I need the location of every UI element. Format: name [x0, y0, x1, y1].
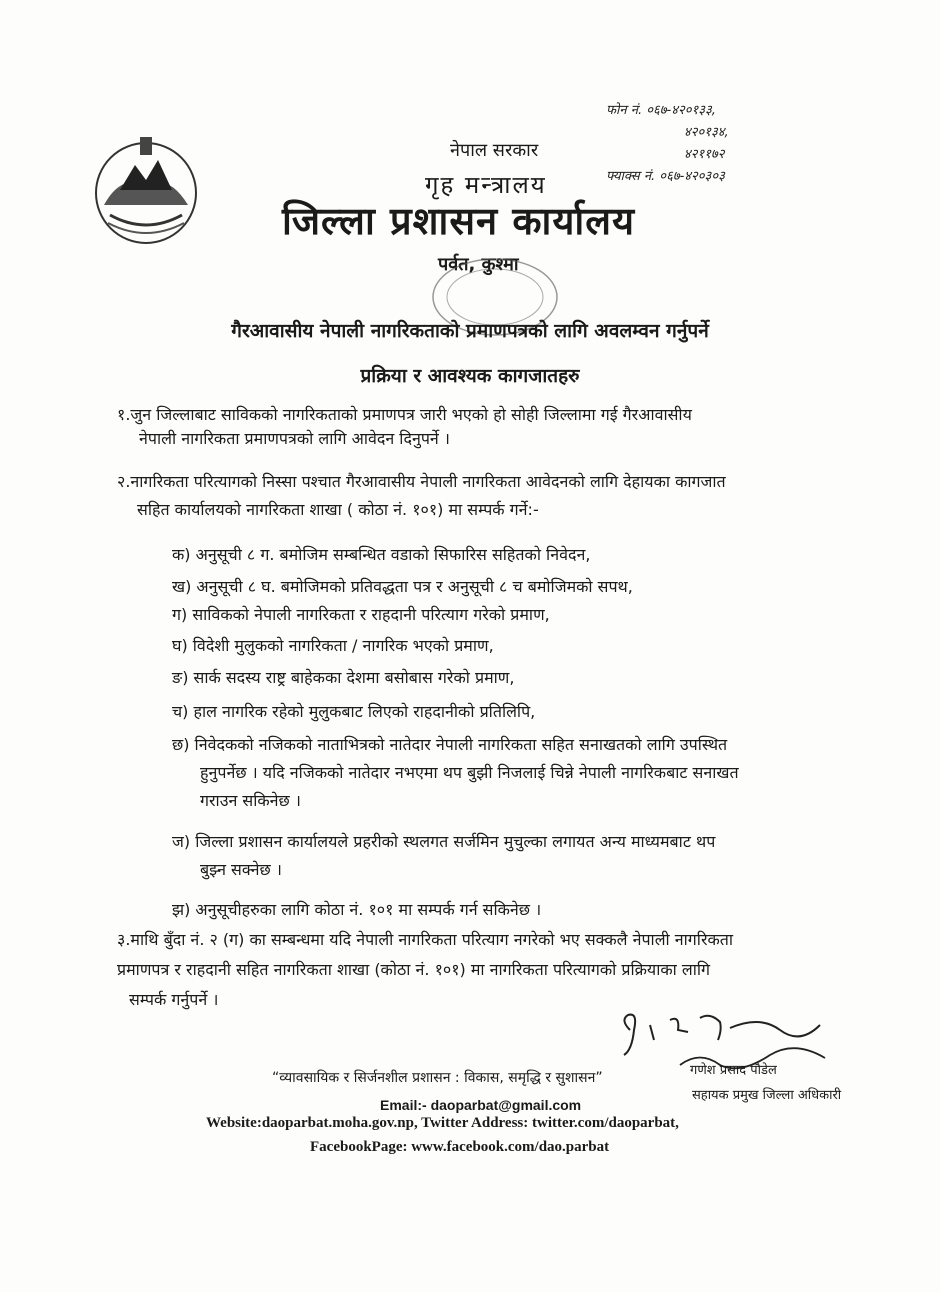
- list-item: ख) अनुसूची ८ घ. बमोजिमको प्रतिवद्धता पत्र र अनुसूची ८ च बमोजिमको सपथ,: [172, 577, 633, 596]
- paragraph-line: सम्पर्क गर्नुपर्ने ।: [129, 990, 219, 1009]
- list-item: झ) अनुसूचीहरुका लागि कोठा नं. १०१ मा सम्पर्क गर्न सकिनेछ ।: [172, 900, 542, 919]
- list-item: [172, 830, 715, 882]
- document-subtitle: प्रक्रिया र आवश्यक कागजातहरु: [360, 365, 580, 387]
- paragraph-line: नेपाली नागरिकता प्रमाणपत्रको लागि आवेदन दिनुपर्ने ।: [139, 429, 450, 448]
- document-title: गैरआवासीय नेपाली नागरिकताको प्रमाणपत्रको लागि अवलम्वन गर्नुपर्ने: [231, 320, 709, 342]
- footer-email[interactable]: Email:- daoparbat@gmail.com: [380, 1097, 582, 1113]
- list-item-line: ज) जिल्ला प्रशासन कार्यालयले प्रहरीको स्थलगत सर्जमिन मुचुल्का लगायत अन्य माध्यमबाट थप: [172, 832, 716, 851]
- paragraph-line: ३.माथि बुँदा नं. २ (ग) का सम्बन्धमा यदि नेपाली नागरिकता परित्याग नगरेको भए सक्कलै नेपाली नागरिकता: [117, 930, 734, 949]
- government-label: नेपाल सरकार: [450, 140, 539, 161]
- list-item: ङ) सार्क सदस्य राष्ट्र बाहेकका देशमा बसोबास गरेको प्रमाण,: [172, 668, 515, 687]
- paragraph-line: सहित कार्यालयको नागरिकता शाखा ( कोठा नं. १०१) मा सम्पर्क गर्ने:-: [137, 500, 539, 519]
- list-item-line: हुनुपर्नेछ । यदि नजिकको नातेदार नभएमा थप बुझी निजलाई चिन्ने नेपाली नागरिकबाट सनाखत: [200, 763, 739, 782]
- list-item: क) अनुसूची ८ ग. बमोजिम सम्बन्धित वडाको सिफारिस सहितको निवेदन,: [172, 545, 591, 564]
- signatory-title: सहायक प्रमुख जिल्ला अधिकारी: [692, 1088, 842, 1103]
- list-item-line: छ) निवेदकको नजिकको नाताभित्रको नातेदार नेपाली नागरिकता सहित सनाखतको लागि उपस्थित: [172, 735, 728, 754]
- paragraph-2: [117, 470, 726, 522]
- list-item: घ) विदेशी मुलुकको नागरिकता / नागरिक भएको प्रमाण,: [172, 636, 494, 655]
- list-item: ग) साविकको नेपाली नागरिकता र राहदानी परित्याग गरेको प्रमाण,: [172, 605, 550, 624]
- footer-slogan: “व्यावसायिक र सिर्जनशील प्रशासन : विकास, समृद्धि र सुशासन”: [272, 1070, 603, 1086]
- paragraph-3: [117, 928, 733, 1012]
- paragraph-1: [117, 403, 692, 451]
- office-title: जिल्ला प्रशासन कार्यालय: [282, 199, 636, 243]
- ministry-label: गृह मन्त्रालय: [425, 171, 547, 199]
- list-item: [172, 733, 739, 813]
- signatory-name: गणेश प्रसाद पौडेल: [690, 1063, 777, 1078]
- district-label: पर्वत, कुश्मा: [438, 254, 519, 275]
- contact-block: [606, 100, 729, 188]
- list-item: च) हाल नागरिक रहेको मुलुकबाट लिएको राहदानीको प्रतिलिपि,: [172, 702, 536, 721]
- list-item-line: बुझ्न सक्नेछ ।: [200, 860, 282, 879]
- phone-number-2: ४२०१३४,: [684, 125, 729, 140]
- fax-number: फ्याक्स नं. ०६७-४२०३०३: [606, 169, 725, 184]
- footer-facebook[interactable]: FacebookPage: www.facebook.com/dao.parbat: [310, 1139, 610, 1155]
- paragraph-line: प्रमाणपत्र र राहदानी सहित नागरिकता शाखा (कोठा नं. १०१) मा नागरिकता परित्यागको प्रक्रियाका लागि: [117, 960, 711, 979]
- phone-number: फोन नं. ०६७-४२०१३३,: [606, 103, 716, 118]
- list-item-line: गराउन सकिनेछ ।: [200, 791, 301, 810]
- paragraph-line: २.नागरिकता परित्यागको निस्सा पश्चात गैरआवासीय नेपाली नागरिकता आवेदनको लागि देहायका कागजात: [117, 472, 726, 491]
- phone-number-3: ४२११७२: [684, 147, 725, 162]
- nepal-emblem-icon: [90, 135, 202, 247]
- footer-website[interactable]: Website:daoparbat.moha.gov.np, Twitter Address: twitter.com/daoparbat,: [206, 1115, 679, 1131]
- paragraph-line: १.जुन जिल्लाबाट साविकको नागरिकताको प्रमाणपत्र जारी भएको हो सोही जिल्लामा गई गैरआवासीय: [117, 405, 692, 424]
